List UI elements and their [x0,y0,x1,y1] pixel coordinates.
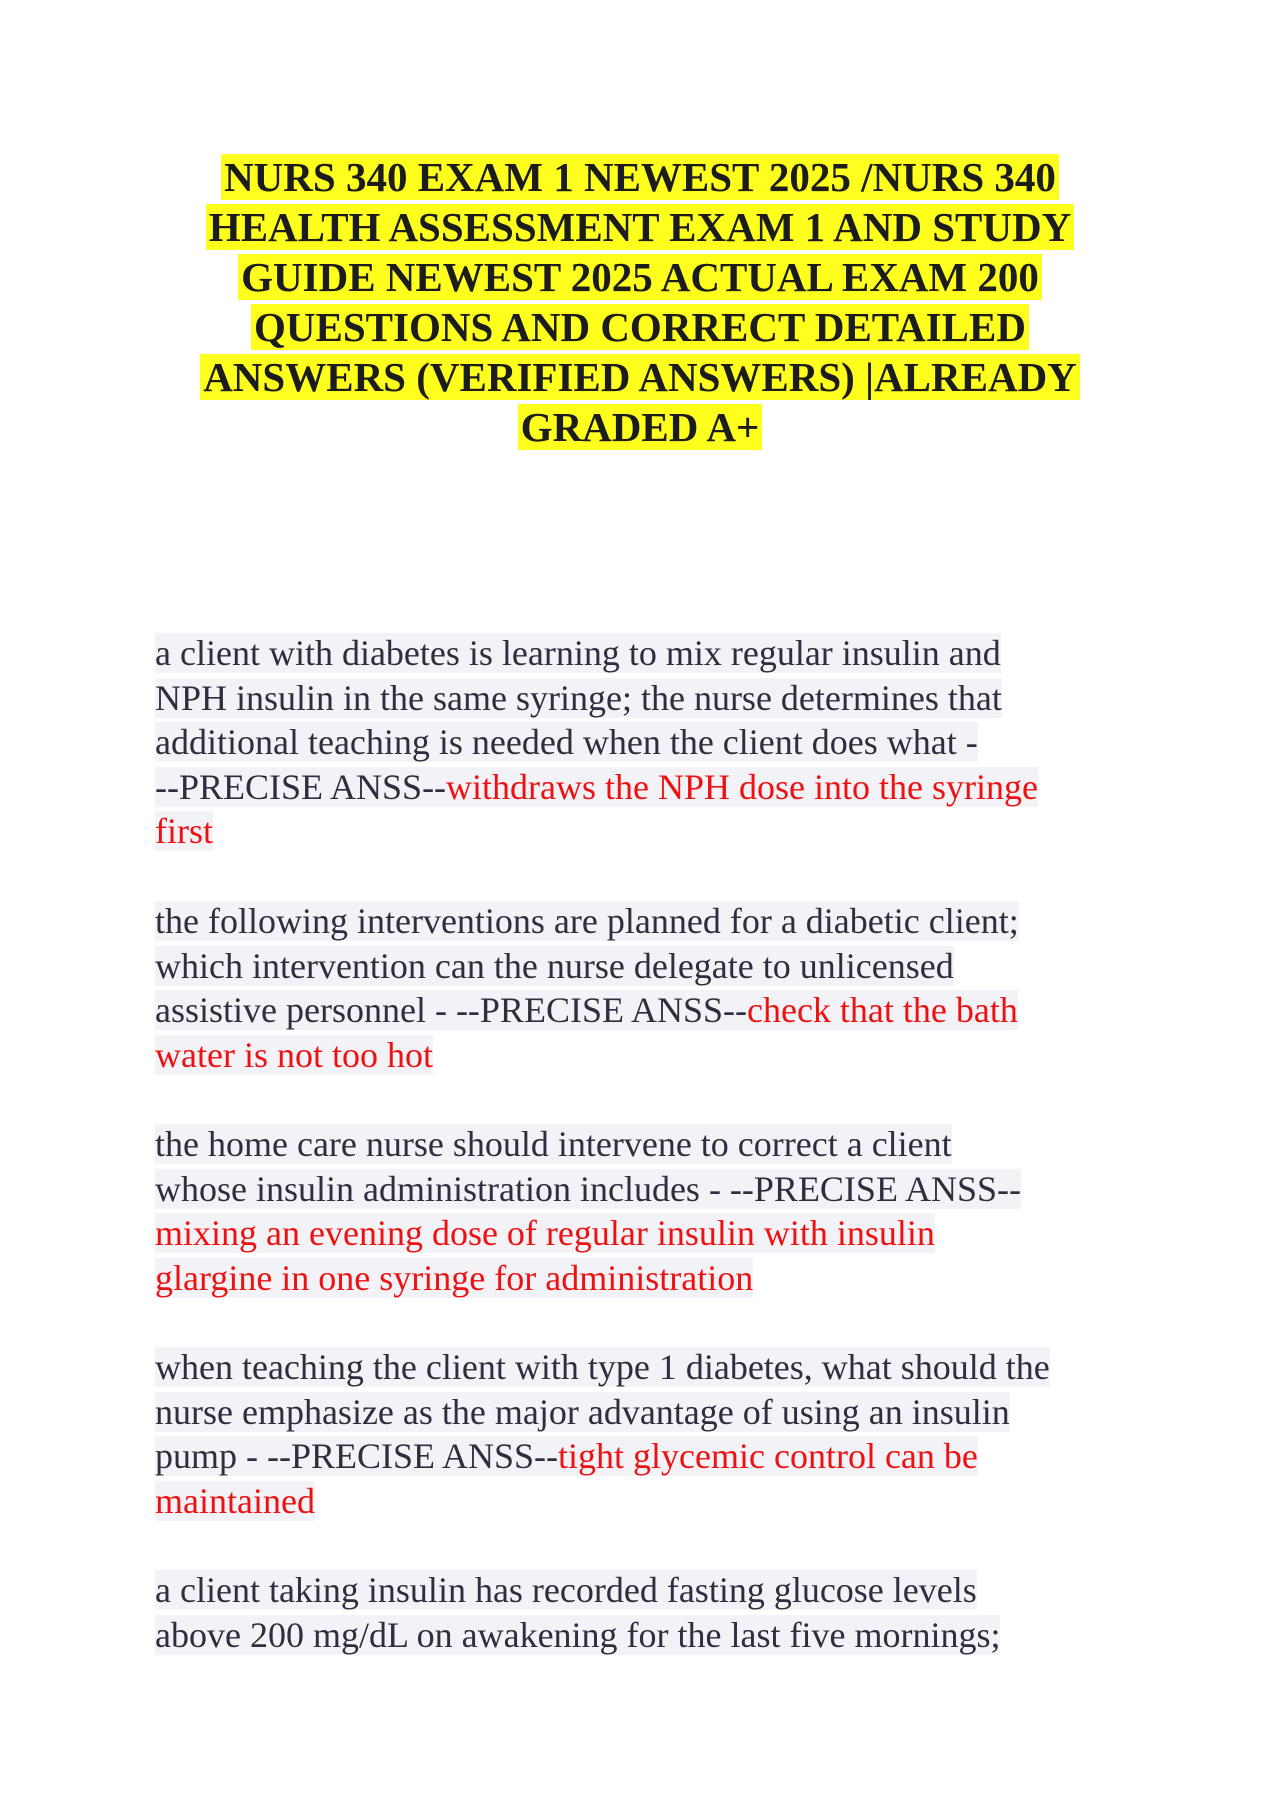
question-text: which intervention can the nurse delegate to unlicensed [155,945,954,986]
question-text: --PRECISE ANSS-- [155,766,447,807]
title-line: HEALTH ASSESSMENT EXAM 1 AND STUDY [150,202,1130,252]
title-line: ANSWERS (VERIFIED ANSWERS) |ALREADY [150,352,1130,402]
question-text: the following interventions are planned for a diabetic client; [155,901,1019,941]
qa-line [155,988,1135,1033]
qa-item [155,1345,1135,1523]
answer-text: withdraws the NPH dose into the syringe [446,766,1038,807]
answer-text: glargine in one syringe for administration [155,1257,754,1298]
answer-text: maintained [155,1480,315,1521]
question-text: when teaching the client with type 1 diabetes, what should the [155,1347,1050,1387]
question-text: whose insulin administration includes - --PRECISE ANSS-- [155,1168,1021,1209]
qa-line [155,944,1135,989]
question-text: above 200 mg/dL on awakening for the last five mornings; [155,1614,1001,1655]
title-line: QUESTIONS AND CORRECT DETAILED [150,302,1130,352]
question-text: a client with diabetes is learning to mix regular insulin and [155,633,1001,673]
qa-line [155,1345,1135,1390]
title-line: NURS 340 EXAM 1 NEWEST 2025 /NURS 340 [150,152,1130,202]
question-text: a client taking insulin has recorded fasting glucose levels [155,1570,977,1610]
answer-text: check that the bath [746,990,1018,1030]
question-text: additional teaching is needed when the client does what - [155,722,978,762]
question-text: assistive personnel - --PRECISE ANSS-- [155,990,747,1030]
document-title [150,152,1130,452]
qa-line [155,765,1135,810]
qa-line [155,1479,1135,1524]
answer-text: first [155,811,213,851]
qa-line [155,1167,1135,1212]
qa-line [155,1122,1135,1167]
qa-line [155,899,1135,944]
qa-line [155,1613,1135,1658]
qa-line [155,1033,1135,1078]
question-text: nurse emphasize as the major advantage of using an insulin [155,1391,1010,1432]
question-text: the home care nurse should intervene to correct a client [155,1124,952,1164]
qa-line [155,631,1135,676]
answer-text: mixing an evening dose of regular insulin with insulin [155,1213,935,1253]
qa-item [155,1568,1135,1657]
qa-line [155,720,1135,765]
answer-text: tight glycemic control can be [558,1436,978,1476]
qa-line [155,676,1135,721]
qa-item [155,631,1135,854]
qa-item [155,899,1135,1077]
question-text: pump - --PRECISE ANSS-- [155,1436,559,1476]
title-line: GUIDE NEWEST 2025 ACTUAL EXAM 200 [150,252,1130,302]
qa-line [155,1256,1135,1301]
qa-line [155,1390,1135,1435]
answer-text: water is not too hot [155,1034,433,1075]
qa-line [155,809,1135,854]
qa-line [155,1434,1135,1479]
title-line: GRADED A+ [150,402,1130,452]
qa-line [155,1568,1135,1613]
question-text: NPH insulin in the same syringe; the nurse determines that [155,677,1002,718]
qa-item [155,1122,1135,1300]
qa-line [155,1211,1135,1256]
